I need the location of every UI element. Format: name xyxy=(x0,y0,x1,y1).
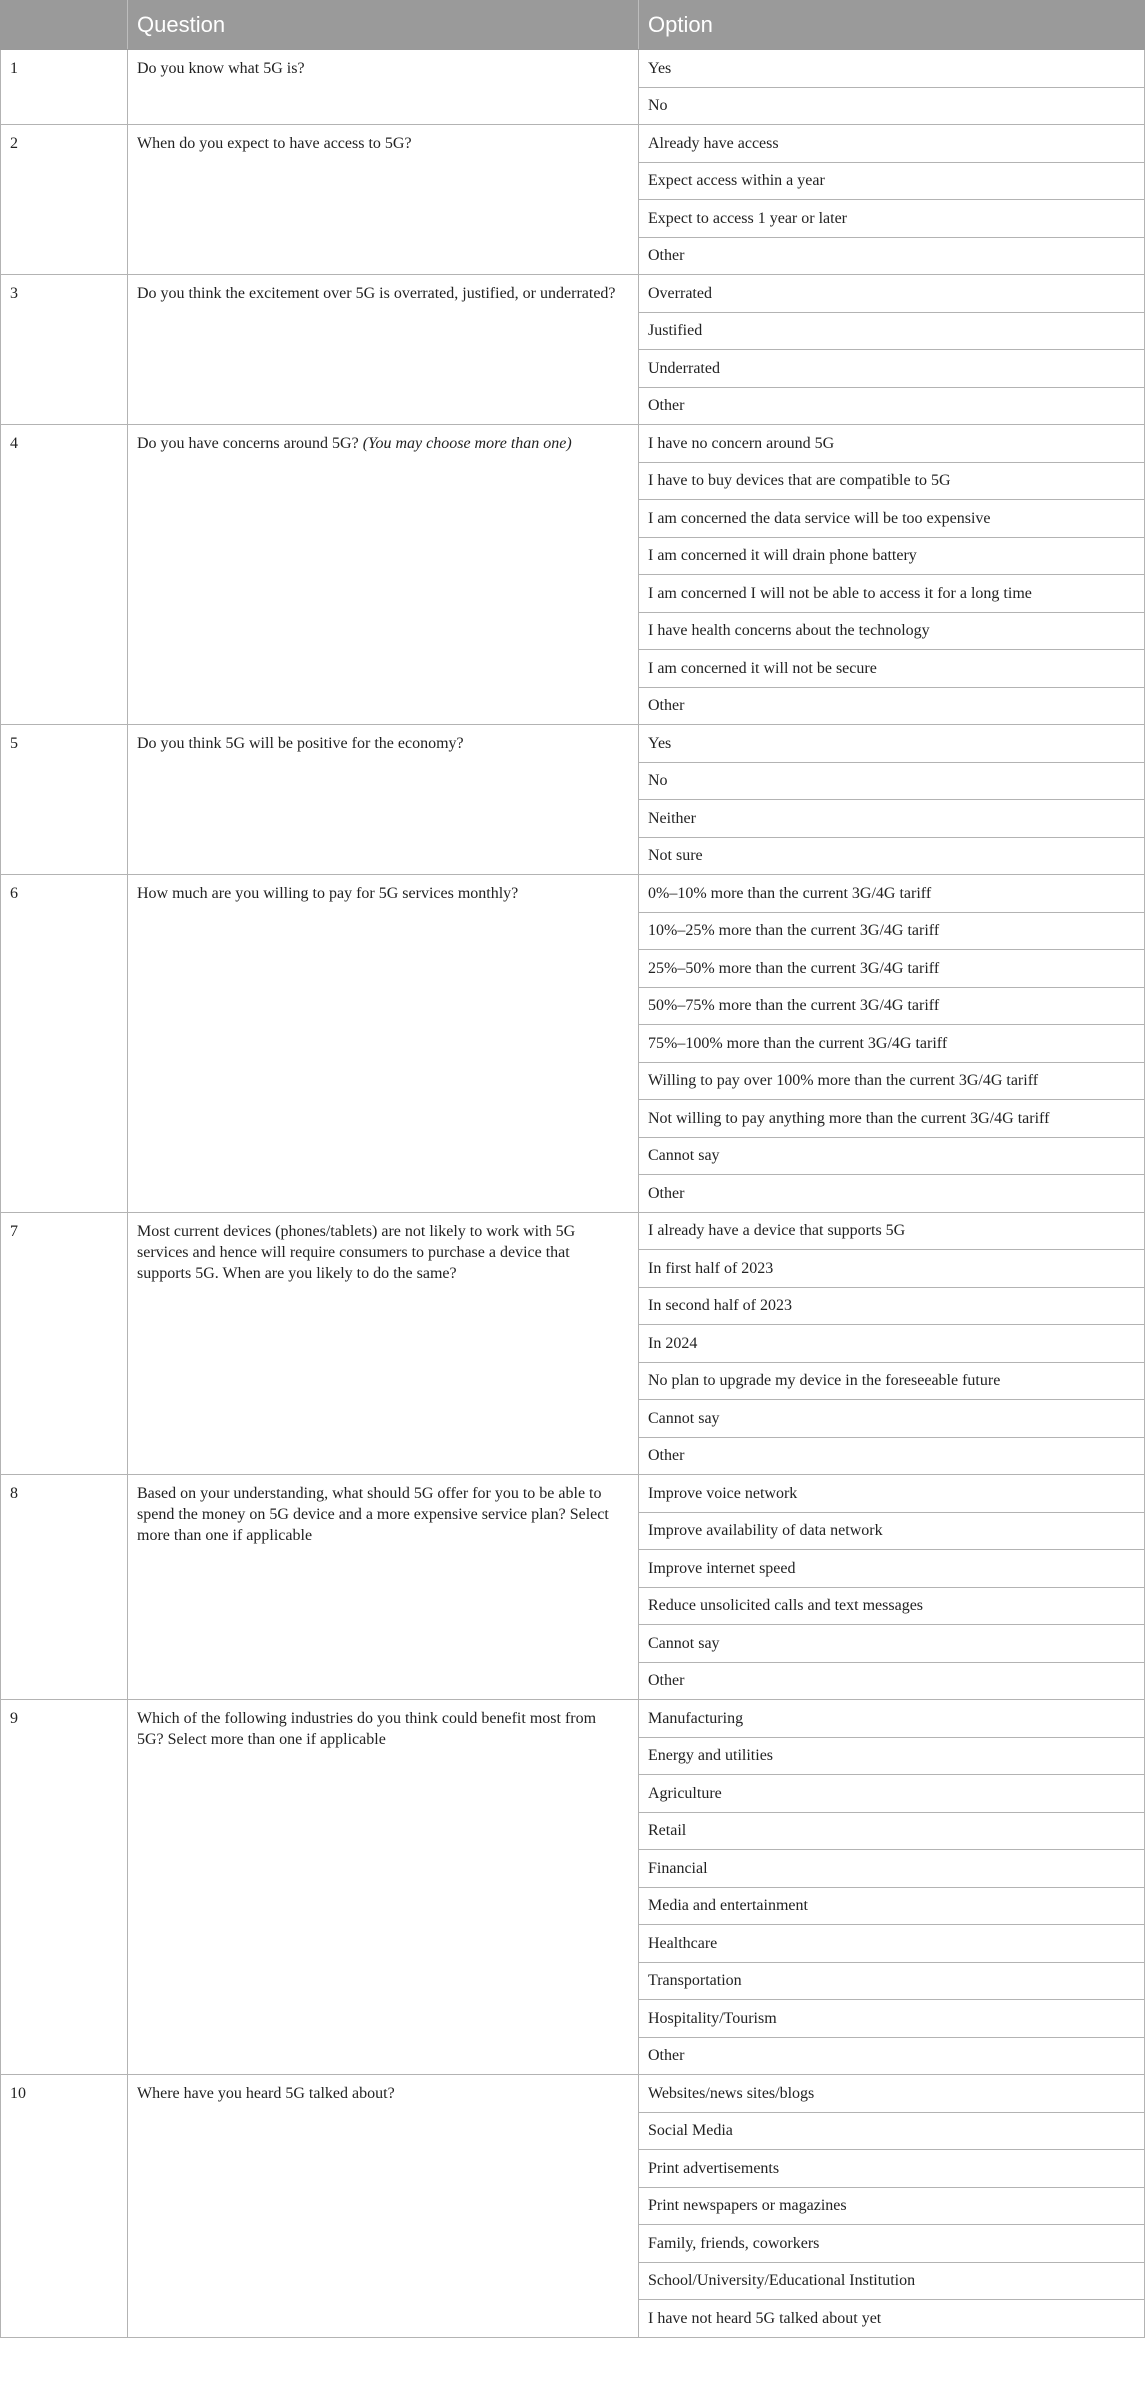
option-cell: Willing to pay over 100% more than the current 3G/4G tariff xyxy=(639,1062,1145,1100)
question-text: Which of the following industries do you think could benefit most from 5G? Select more than one if applicable xyxy=(137,1710,597,1748)
question-number: 3 xyxy=(1,275,128,425)
option-cell: Other xyxy=(639,687,1145,725)
option-cell: Agriculture xyxy=(639,1775,1145,1813)
table-row xyxy=(1,275,1145,313)
option-cell: Print advertisements xyxy=(639,2150,1145,2188)
question-number: 6 xyxy=(1,875,128,1213)
option-cell: I am concerned it will not be secure xyxy=(639,650,1145,688)
table-row xyxy=(1,125,1145,163)
option-cell: Other xyxy=(639,1662,1145,1700)
question-text-cell xyxy=(128,1475,639,1700)
table-row xyxy=(1,1700,1145,1738)
option-cell: I have not heard 5G talked about yet xyxy=(639,2300,1145,2338)
option-cell: 75%–100% more than the current 3G/4G tariff xyxy=(639,1025,1145,1063)
option-cell: Not willing to pay anything more than the current 3G/4G tariff xyxy=(639,1100,1145,1138)
option-cell: 0%–10% more than the current 3G/4G tariff xyxy=(639,875,1145,913)
option-cell: Improve availability of data network xyxy=(639,1512,1145,1550)
option-cell: Cannot say xyxy=(639,1137,1145,1175)
option-cell: Expect access within a year xyxy=(639,162,1145,200)
option-cell: Other xyxy=(639,1437,1145,1475)
table-row xyxy=(1,1212,1145,1250)
question-text-cell xyxy=(128,125,639,275)
option-cell: I have to buy devices that are compatible to 5G xyxy=(639,462,1145,500)
option-cell: Manufacturing xyxy=(639,1700,1145,1738)
table-body xyxy=(1,50,1145,2338)
option-cell: Improve voice network xyxy=(639,1475,1145,1513)
option-cell: No xyxy=(639,87,1145,125)
option-cell: No plan to upgrade my device in the foreseeable future xyxy=(639,1362,1145,1400)
question-text-cell xyxy=(128,275,639,425)
question-text: How much are you willing to pay for 5G services monthly? xyxy=(137,885,519,902)
question-text-cell xyxy=(128,725,639,875)
option-cell: Underrated xyxy=(639,350,1145,388)
table-row xyxy=(1,875,1145,913)
header-number xyxy=(1,1,128,50)
header-option: Option xyxy=(639,1,1145,50)
question-text-cell xyxy=(128,425,639,725)
option-cell: Print newspapers or magazines xyxy=(639,2187,1145,2225)
option-cell: Other xyxy=(639,237,1145,275)
question-text: Most current devices (phones/tablets) are not likely to work with 5G services and hence will require consumers to purchase a device that supports 5G. When are you likely to do the same? xyxy=(137,1222,576,1282)
header-row xyxy=(1,1,1145,50)
option-cell: Energy and utilities xyxy=(639,1737,1145,1775)
option-cell: In second half of 2023 xyxy=(639,1287,1145,1325)
question-number: 7 xyxy=(1,1212,128,1475)
option-cell: Cannot say xyxy=(639,1400,1145,1438)
question-text: Do you know what 5G is? xyxy=(137,60,305,77)
question-text-cell xyxy=(128,50,639,125)
question-number: 10 xyxy=(1,2075,128,2338)
table-header xyxy=(1,1,1145,50)
question-number: 1 xyxy=(1,50,128,125)
option-cell: Retail xyxy=(639,1812,1145,1850)
option-cell: Healthcare xyxy=(639,1925,1145,1963)
question-text-cell xyxy=(128,875,639,1213)
option-cell: I have health concerns about the technology xyxy=(639,612,1145,650)
option-cell: Transportation xyxy=(639,1962,1145,2000)
question-number: 9 xyxy=(1,1700,128,2075)
table-row xyxy=(1,425,1145,463)
option-cell: Reduce unsolicited calls and text messages xyxy=(639,1587,1145,1625)
question-number: 4 xyxy=(1,425,128,725)
option-cell: Yes xyxy=(639,725,1145,763)
option-cell: Overrated xyxy=(639,275,1145,313)
option-cell: In first half of 2023 xyxy=(639,1250,1145,1288)
option-cell: Not sure xyxy=(639,837,1145,875)
table-row xyxy=(1,2075,1145,2113)
question-number: 2 xyxy=(1,125,128,275)
question-note: (You may choose more than one) xyxy=(362,435,572,452)
question-text: Based on your understanding, what should 5G offer for you to be able to spend the money on 5G device and a more expensive service plan? Select more than one if applicable xyxy=(137,1485,609,1544)
option-cell: I am concerned the data service will be too expensive xyxy=(639,500,1145,538)
question-text: Do you have concerns around 5G? xyxy=(137,435,359,452)
question-number: 8 xyxy=(1,1475,128,1700)
option-cell: Media and entertainment xyxy=(639,1887,1145,1925)
option-cell: Other xyxy=(639,2037,1145,2075)
question-number: 5 xyxy=(1,725,128,875)
option-cell: Hospitality/Tourism xyxy=(639,2000,1145,2038)
header-question: Question xyxy=(128,1,639,50)
option-cell: I already have a device that supports 5G xyxy=(639,1212,1145,1250)
table-row xyxy=(1,1475,1145,1513)
option-cell: 25%–50% more than the current 3G/4G tariff xyxy=(639,950,1145,988)
table-row xyxy=(1,725,1145,763)
question-text: Do you think the excitement over 5G is overrated, justified, or underrated? xyxy=(137,285,616,302)
option-cell: Other xyxy=(639,1175,1145,1213)
option-cell: Social Media xyxy=(639,2112,1145,2150)
option-cell: I have no concern around 5G xyxy=(639,425,1145,463)
option-cell: Justified xyxy=(639,312,1145,350)
question-text-cell xyxy=(128,2075,639,2338)
option-cell: Financial xyxy=(639,1850,1145,1888)
option-cell: 50%–75% more than the current 3G/4G tariff xyxy=(639,987,1145,1025)
option-cell: In 2024 xyxy=(639,1325,1145,1363)
option-cell: Other xyxy=(639,387,1145,425)
option-cell: I am concerned it will drain phone battery xyxy=(639,537,1145,575)
option-cell: Websites/news sites/blogs xyxy=(639,2075,1145,2113)
option-cell: Expect to access 1 year or later xyxy=(639,200,1145,238)
option-cell: 10%–25% more than the current 3G/4G tariff xyxy=(639,912,1145,950)
question-text-cell xyxy=(128,1700,639,2075)
option-cell: Improve internet speed xyxy=(639,1550,1145,1588)
option-cell: No xyxy=(639,762,1145,800)
option-cell: Already have access xyxy=(639,125,1145,163)
option-cell: Family, friends, coworkers xyxy=(639,2225,1145,2263)
option-cell: Yes xyxy=(639,50,1145,88)
question-text-cell xyxy=(128,1212,639,1475)
table-row xyxy=(1,50,1145,88)
question-text: Do you think 5G will be positive for the economy? xyxy=(137,735,464,752)
option-cell: Cannot say xyxy=(639,1625,1145,1663)
question-text: Where have you heard 5G talked about? xyxy=(137,2085,395,2102)
option-cell: Neither xyxy=(639,800,1145,838)
question-text: When do you expect to have access to 5G? xyxy=(137,135,412,152)
option-cell: School/University/Educational Institution xyxy=(639,2262,1145,2300)
option-cell: I am concerned I will not be able to access it for a long time xyxy=(639,575,1145,613)
